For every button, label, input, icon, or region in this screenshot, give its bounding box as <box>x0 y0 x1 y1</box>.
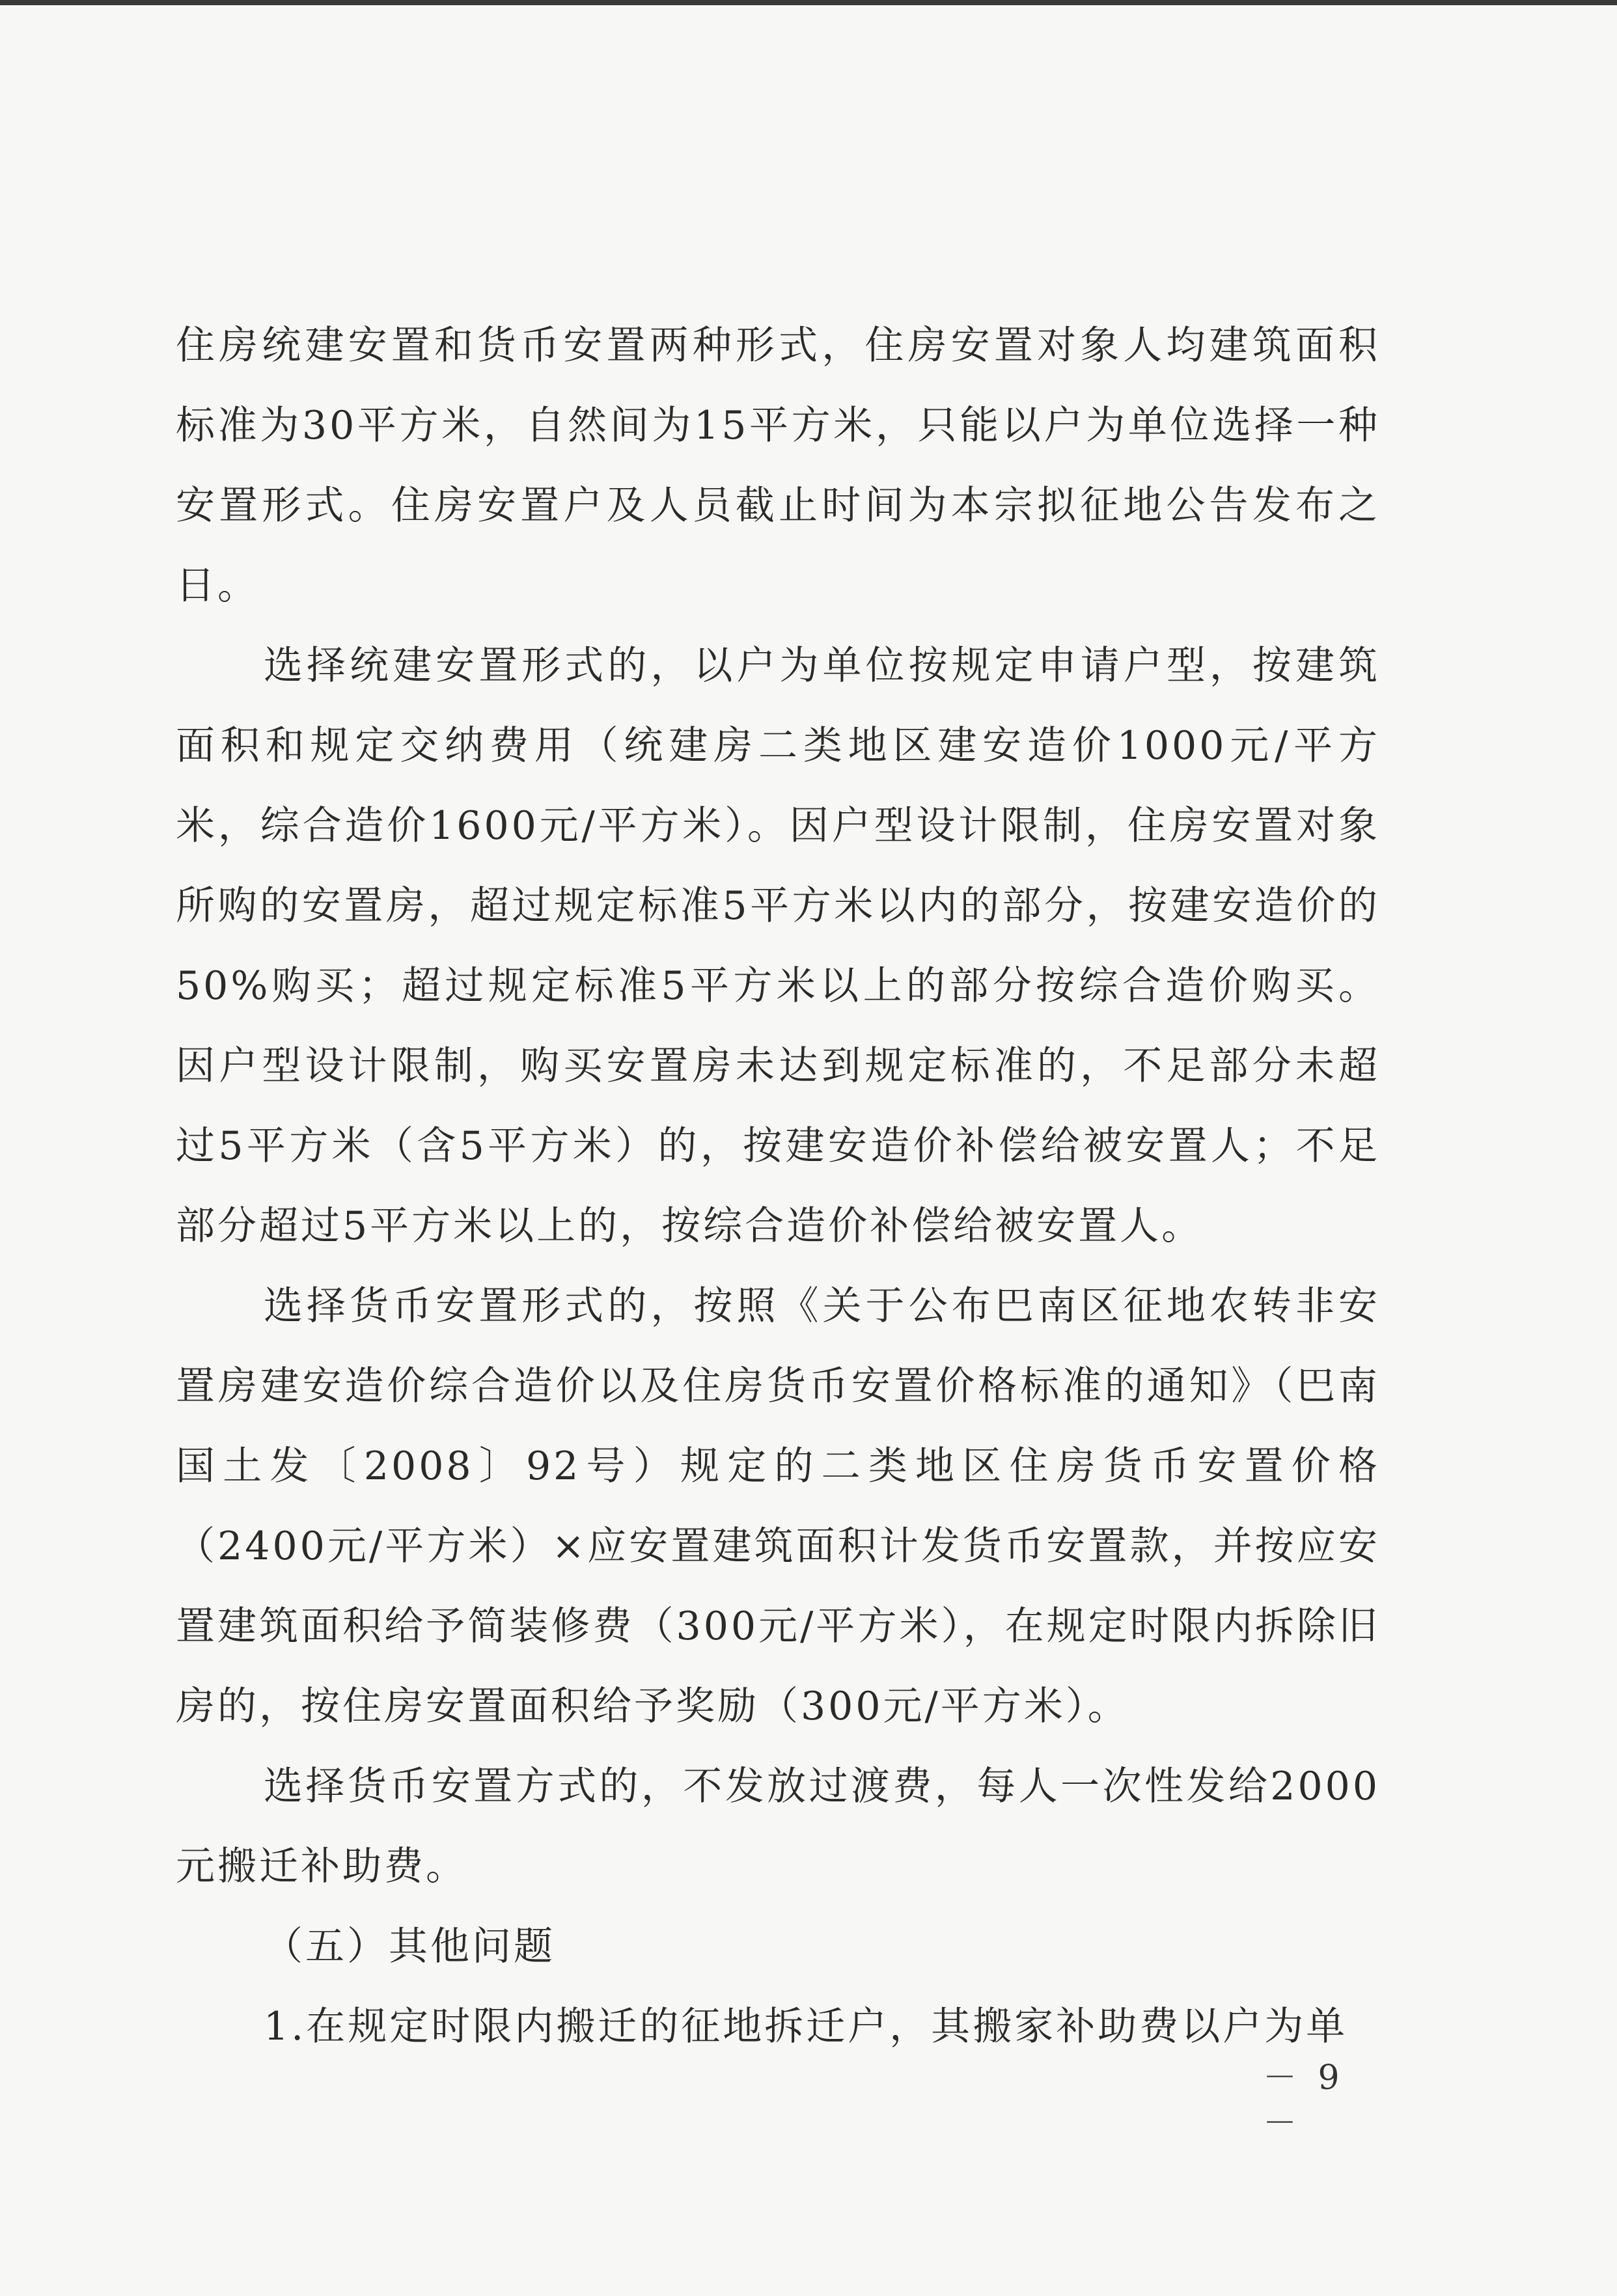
page-number: － 9 － <box>1263 2058 1345 2143</box>
paragraph-monetary-placement: 选择货币安置形式的，按照《关于公布巴南区征地农转非安置房建安造价综合造价以及住房货币安置价格标准的通知》（巴南国土发〔2008〕92号）规定的二类地区住房货币安置价格（2400元/平方米）×应安置建筑面积计发货币安置款，并按应安置建筑面积给予简装修费（300元/平方米），在规定时限内拆除旧房的，按住房安置面积给予奖励（300元/平方米）。 <box>176 1283 1380 1729</box>
paragraph-unified-construction: 选择统建安置形式的，以户为单位按规定申请户型，按建筑面积和规定交纳费用（统建房二类地区建安造价1000元/平方米，综合造价1600元/平方米）。因户型设计限制，住房安置对象所购的安置房，超过规定标准5平方米以内的部分，按建安造价的50%购买；超过规定标准5平方米以上的部分按综合造价购买。因户型设计限制，购买安置房未达到规定标准的，不足部分未超过5平方米（含5平方米）的，按建安造价补偿给被安置人；不足部分超过5平方米以上的，按综合造价补偿给被安置人。 <box>176 643 1380 1249</box>
scan-top-edge <box>0 0 1617 5</box>
paragraph-housing-forms: 住房统建安置和货币安置两种形式，住房安置对象人均建筑面积标准为30平方米，自然间为15平方米，只能以户为单位选择一种安置形式。住房安置户及人员截止时间为本宗拟征地公告发布之日。 <box>176 323 1380 608</box>
document-body <box>176 306 1380 2067</box>
paragraph-item-1: 1.在规定时限内搬迁的征地拆迁户，其搬家补助费以户为单 <box>264 2004 1348 2049</box>
paragraph-relocation-subsidy: 选择货币安置方式的，不发放过渡费，每人一次性发给2000元搬迁补助费。 <box>176 1764 1380 1889</box>
section-heading-other-issues: （五）其他问题 <box>264 1924 555 1969</box>
